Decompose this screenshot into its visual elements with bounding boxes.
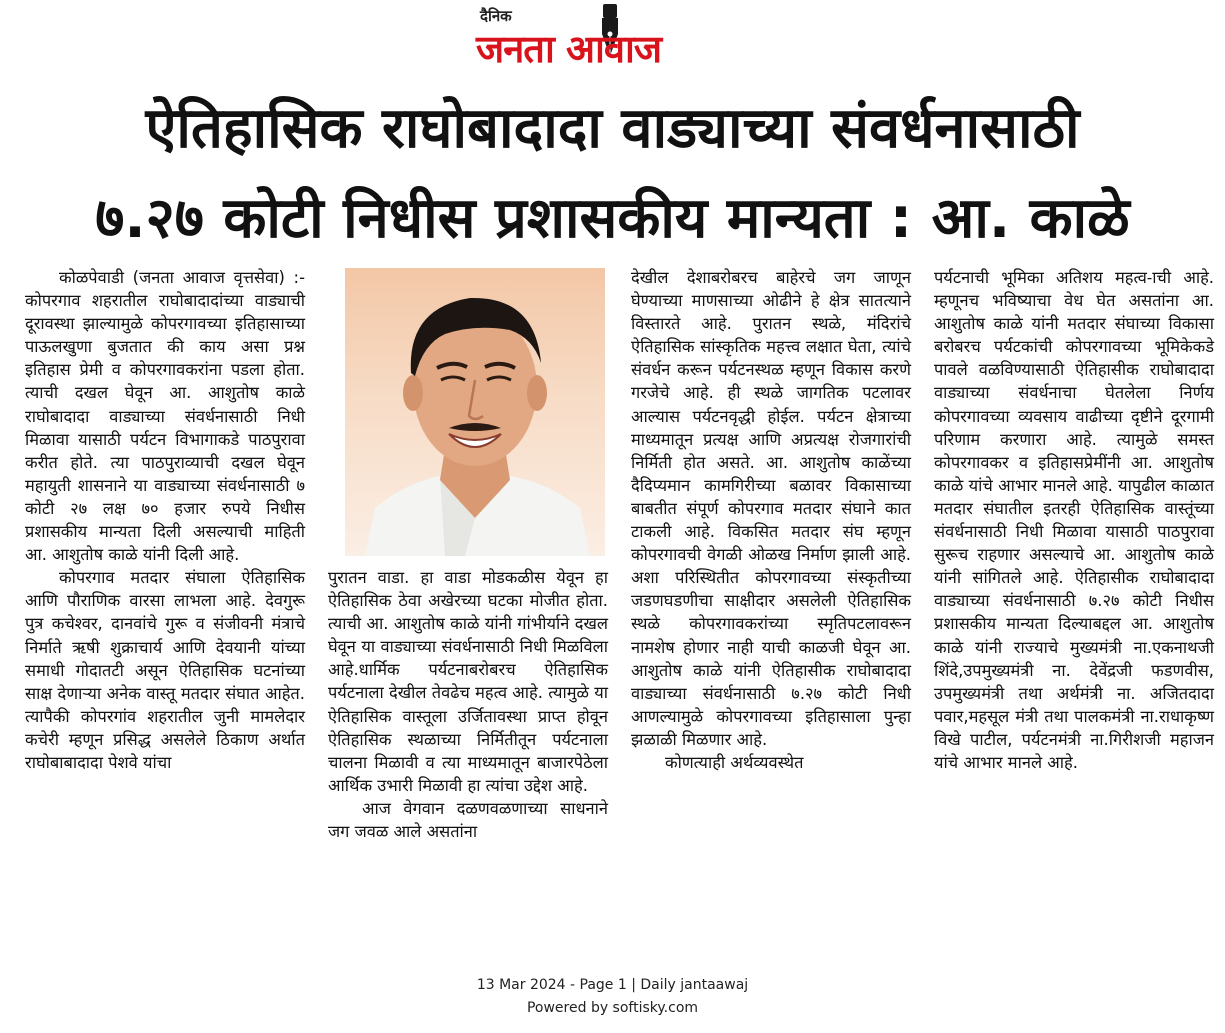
headline-line-2: ७.२७ कोटी निधीस प्रशासकीय मान्यता : आ. काळे <box>95 186 1130 251</box>
article-column-4 <box>934 266 1214 774</box>
paragraph: कोणत्याही अर्थव्यवस्थेत <box>665 752 804 772</box>
paragraph: आज वेगवान दळणवळणाच्या साधनाने जग जवळ आले असतांना <box>328 798 608 842</box>
headline-line-1: ऐतिहासिक राघोबादादा वाड्याच्या संवर्धनासाठी <box>145 96 1080 161</box>
masthead <box>470 4 760 70</box>
masthead-small: दैनिक <box>480 7 512 25</box>
portrait-photo <box>345 268 605 556</box>
paragraph: कोळपेवाडी (जनता आवाज वृत्तसेवा) :- कोपरगाव शहरातील राघोबादादांच्या वाड्याची दूरावस्था झाल्यामुळे कोपरगावच्या इतिहासाच्या पाऊलखुणा बुजतात की काय असा प्रश्न इतिहास प्रेमी व कोपरगावकरांना पडला होता. त्याची दखल घेवून आ. आशुतोष काळे राघोबादादा वाड्याच्या संवर्धनासाठी निधी मिळावा यासाठी पर्यटन विभागाकडे पाठपुरावा करीत होते. त्या पाठपुराव्याची दखल घेवून महायुती शासनाने या वाड्याच्या संवर्धनासाठी ७ कोटी २७ लक्ष ७० हजार रुपये निधीस प्रशासकीय मान्यता दिली असल्याची माहिती आ. आशुतोष काळे यांनी दिली आहे. <box>25 268 305 565</box>
footer-date-page: 13 Mar 2024 - Page 1 | Daily jantaawaj <box>476 977 749 993</box>
article-column-3 <box>631 266 911 774</box>
paragraph: कोपरगाव मतदार संघाला ऐतिहासिक आणि पौराणिक वारसा लाभला आहे. देवगुरू पुत्र कचेश्वर, दानवांचे गुरू व संजीवनी मंत्राचे निर्माते ऋषी शुक्राचार्य आणि देवयानी यांच्या समाधी गोदातटी असून ऐतिहासिक घटनांच्या साक्ष देणाऱ्या अनेक वास्तू मतदार संघात आहेत. त्यापैकी कोपरगांव शहरातील जुनी मामलेदार कचेरी म्हणून प्रसिद्ध असलेले ठिकाण अर्थात राघोबाबादादा पेशवे यांचा <box>25 568 305 772</box>
paragraph: पुरातन वाडा. हा वाडा मोडकळीस येवून हा ऐतिहासिक ठेवा अखेरच्या घटका मोजीत होता. त्याची आ. आशुतोष काळे यांनी गांभीर्याने दखल घेवून या वाड्याच्या संवर्धनासाठी निधी मिळविला आहे.धार्मिक पर्यटनाबरोबरच ऐतिहासिक पर्यटनाला देखील तेवढेच महत्व आहे. त्यामुळे या ऐतिहासिक वास्तूला उर्जितावस्था प्राप्त होवून ऐतिहासिक स्थळाच्या निर्मितीतून पर्यटनाला चालना मिळावी व त्या माध्यमातून बाजारपेठेला आर्थिक उभारी मिळावी हा त्यांचा उद्देश आहे. <box>328 568 608 795</box>
masthead-title: जनता आवाज <box>476 27 662 71</box>
article-column-1 <box>25 266 305 774</box>
portrait-photo-icon <box>345 268 605 556</box>
footer-powered-by[interactable]: Powered by softisky.com <box>526 1000 699 1016</box>
article-column-2 <box>328 566 608 843</box>
paragraph: देखील देशाबरोबरच बाहेरचे जग जाणून घेण्याच्या माणसाच्या ओढीने हे क्षेत्र सातत्याने विस्तारते आहे. पुरातन स्थळे, मंदिरांचे ऐतिहासिक सांस्कृतिक महत्त्व लक्षात घेता, त्यांचे संवर्धन करून पर्यटनस्थळ म्हणून विकास करणे गरजेचे आहे. ही स्थळे जागतिक पटलावर आल्यास पर्यटनवृद्धी होईल. पर्यटन क्षेत्राच्या माध्यमातून प्रत्यक्ष आणि अप्रत्यक्ष रोजगारांची निर्मिती होत असते. आ. आशुतोष काळेंच्या दैदिप्यमान कामगिरीच्या बळावर विकासाच्या बाबतीत संपूर्ण कोपरगाव मतदार संघाने कात टाकली आहे. विकसित मतदार संघ म्हणून कोपरगावची वेगळी ओळख निर्माण झाली आहे. अशा परिस्थितीत कोपरगावच्या संस्कृतीच्या जडणघडणीचा साक्षीदार असलेली ऐतिहासिक स्थळे कोपरगावकरांच्या स्मृतिपटलावरून नामशेष होणार नाही याची काळजी घेवून आ. आशुतोष काळे यांनी ऐतिहासीक राघोबादादा वाड्याच्या संवर्धनासाठी ७.२७ कोटी निधी आणल्यामुळे कोपरगावच्या इतिहासाला पुन्हा झळाळी मिळणार आहे. <box>631 268 911 749</box>
paragraph: पर्यटनाची भूमिका अतिशय महत्व-ाची आहे. म्हणूनच भविष्याचा वेध घेत असतांना आ. आशुतोष काळे यांनी मतदार संघाच्या विकासा बरोबरच पर्यटकांची कोपरगावच्या भूमिकेकडे पावले वळविण्यासाठी ऐतिहासीक राघोबादादा वाड्याच्या संवर्धनाचा घेतलेला निर्णय कोपरगावच्या व्यवसाय वाढीच्या दृष्टीने दूरगामी परिणाम करणारा आहे. त्यामुळे समस्त कोपरगावकर व इतिहासप्रेमींनी आ. आशुतोष काळे यांचे आभार मानले आहे. यापुढील काळात मतदार संघातील इतरही ऐतिहासिक वास्तूंच्या संवर्धनासाठी निधी मिळावा यासाठी पाठपुरावा सुरूच राहणार असल्याचे आ. आशुतोष काळे यांनी सांगितले आहे. ऐतिहासीक राघोबादादा वाड्याच्या संवर्धनासाठी ७.२७ कोटी निधीस प्रशासकीय मान्यता दिल्याबद्दल आ. आशुतोष काळे यांनी राज्याचे मुख्यमंत्री ना.एकनाथजी शिंदे,उपमुख्यमंत्री ना. देवेंद्रजी फडणवीस, उपमुख्यमंत्री तथा अर्थमंत्री ना. अजितदादा पवार,महसूल मंत्री तथा पालकमंत्री ना.राधाकृष्ण विखे पाटील, पर्यटनमंत्री ना.गिरीशजी महाजन यांचे आभार मानले आहे. <box>934 268 1214 772</box>
